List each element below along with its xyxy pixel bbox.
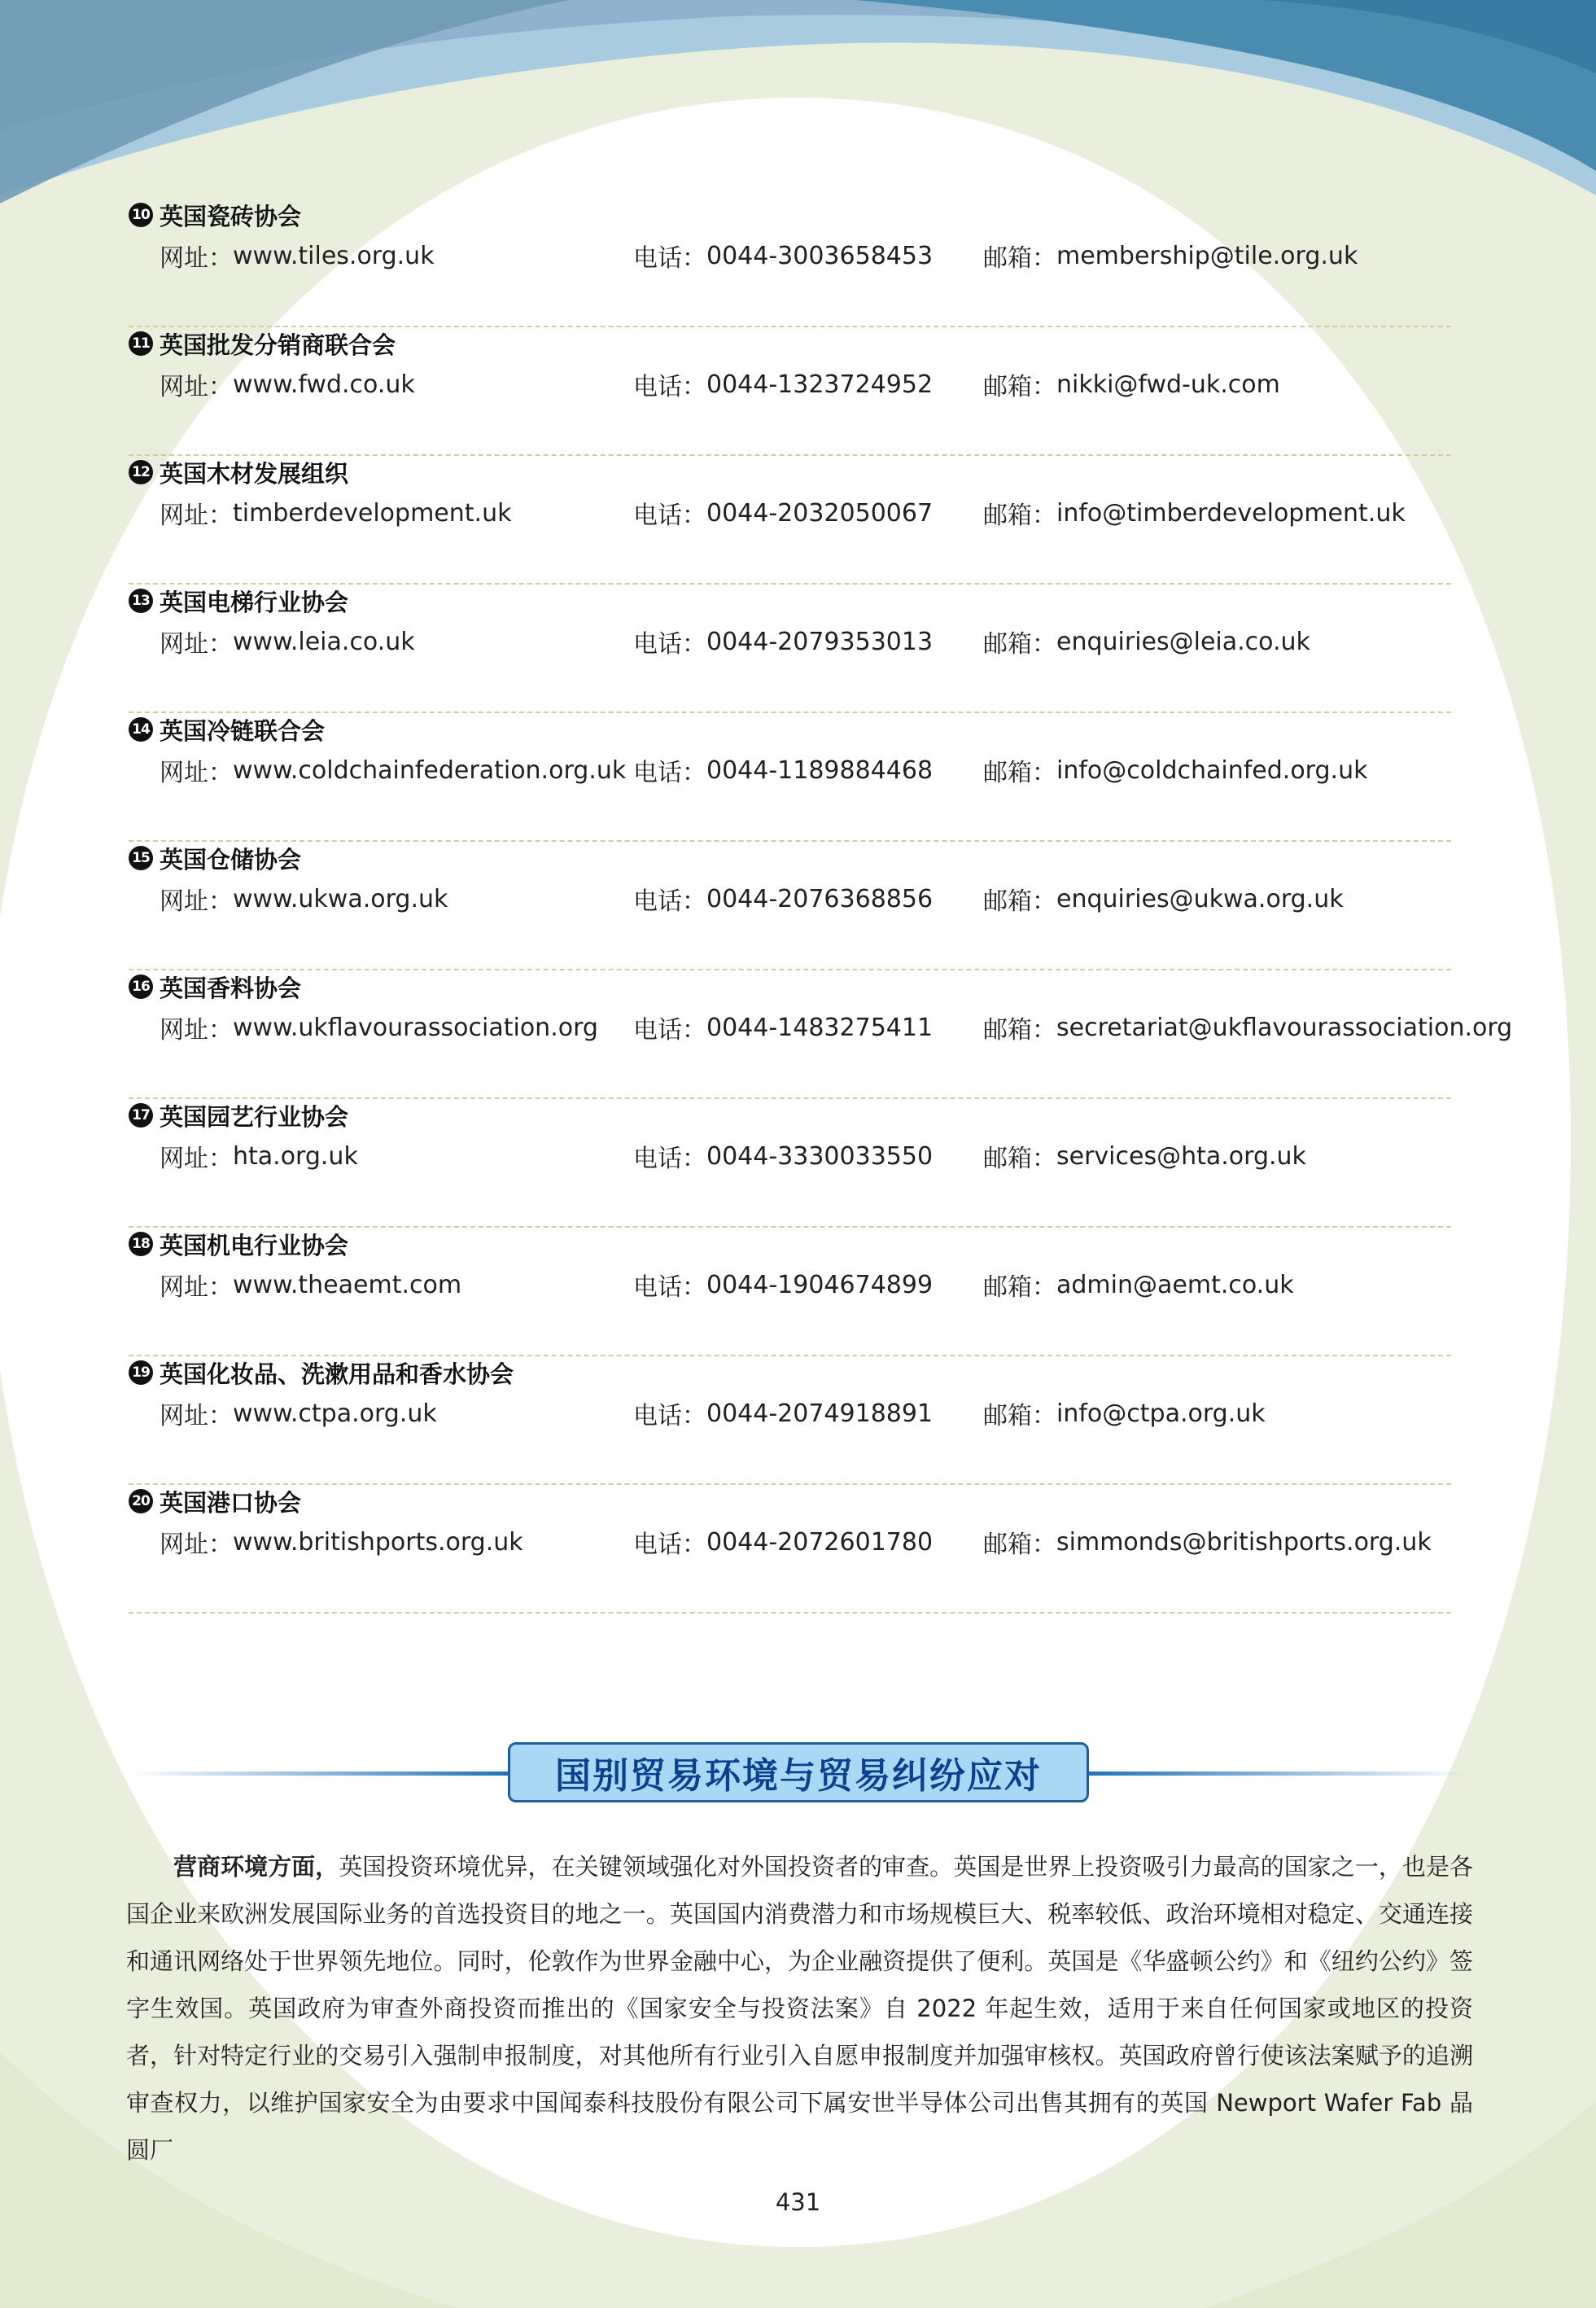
circled-number-badge: 13 [129,589,153,613]
phone-label: 电话： [633,887,706,916]
entry-heading [129,326,396,361]
entry-heading [129,1355,514,1390]
phone-number: 0044-2072601780 [706,1527,934,1557]
association-name: 英国园艺行业协会 [160,1102,349,1131]
email-label: 邮箱： [983,373,1056,401]
email-field [983,881,1344,917]
website-link[interactable]: www.ukflavourassociation.org [233,1013,598,1042]
section-paragraph [126,1843,1473,2174]
phone-field [633,366,933,402]
website-label: 网址： [160,887,233,916]
email-label: 邮箱： [983,501,1056,530]
entry-contact-line [129,1009,1512,1045]
entry-contact-line [129,881,1512,917]
email-link[interactable]: membership@tile.org.uk [1056,241,1358,270]
circled-number-badge: 10 [129,203,153,227]
association-entry-16 [129,969,1513,1099]
association-name: 英国港口协会 [160,1488,302,1517]
title-rule-left [129,1772,508,1776]
website-link[interactable]: www.coldchainfederation.org.uk [233,755,627,785]
association-entry-11 [129,326,1451,456]
association-entry-15 [129,840,1451,970]
circled-number-badge: 14 [129,717,153,742]
entry-contact-line [129,366,1512,402]
email-label: 邮箱： [983,244,1056,273]
email-field [983,238,1358,274]
entry-heading [129,712,325,747]
association-name: 英国冷链联合会 [160,716,326,745]
phone-field [633,1267,933,1303]
email-label: 邮箱： [983,1016,1056,1045]
email-label: 邮箱： [983,759,1056,787]
entry-contact-line [129,624,1512,659]
association-entry-10 [129,197,1451,327]
website-field [160,1267,461,1303]
website-field [160,238,435,274]
website-label: 网址： [160,1145,233,1173]
website-label: 网址： [160,1273,233,1302]
phone-field [633,752,933,788]
email-link[interactable]: info@coldchainfed.org.uk [1056,755,1368,785]
email-field [983,1524,1432,1560]
website-link[interactable]: www.theaemt.com [233,1270,462,1299]
association-name: 英国木材发展组织 [160,459,349,488]
website-label: 网址： [160,1531,233,1559]
website-label: 网址： [160,373,233,401]
circled-number-badge: 18 [129,1232,153,1256]
phone-label: 电话： [633,501,706,530]
paragraph-body: 英国投资环境优异，在关键领域强化对外国投资者的审查。英国是世界上投资吸引力最高的国家之一，也是各国企业来欧洲发展国际业务的首选投资目的地之一。英国国内消费潜力和市场规模巨大、税率较低、政治环境相对稳定、交通连接和通讯网络处于世界领先地位。同时，伦敦作为世界金融中心，为企业融资提供了便利。英国是《华盛顿公约》和《纽约公约》签字生效国。英国政府为审查外商投资而推出的《国家安全与投资法案》自 2022 年起生效，适用于来自任何国家或地区的投资者，针对特定行业的交易引入强制申报制度，对其他所有行业引入自愿申报制度并加强审核权。英国政府曾行使该法案赋予的追溯审查权力，以维护国家安全为由要求中国闻泰科技股份有限公司下属安世半导体公司出售其拥有的英国 Newport Wafer Fab 晶圆厂 [126,1853,1473,2164]
association-name: 英国瓷砖协会 [160,202,302,230]
phone-field [633,881,933,917]
entry-contact-line [129,495,1512,531]
entry-contact-line [129,1524,1512,1560]
association-name: 英国机电行业协会 [160,1231,349,1259]
website-field [160,1138,358,1174]
circled-number-badge: 19 [129,1360,153,1385]
circled-number-badge: 20 [129,1489,153,1513]
entry-contact-line [129,752,1512,788]
phone-number: 0044-2076368856 [706,884,934,913]
email-link[interactable]: enquiries@ukwa.org.uk [1056,884,1344,913]
email-link[interactable]: info@timberdevelopment.uk [1056,498,1406,528]
entry-heading [129,969,301,1005]
website-link[interactable]: hta.org.uk [233,1141,358,1171]
entry-heading [129,1097,348,1133]
section-title-banner [129,1742,1471,1804]
phone-number: 0044-1323724952 [706,370,934,399]
website-link[interactable]: www.fwd.co.uk [233,370,415,399]
entry-heading [129,454,348,490]
email-link[interactable]: simmonds@britishports.org.uk [1056,1527,1432,1557]
phone-label: 电话： [633,373,706,401]
entry-contact-line [129,1267,1512,1303]
email-field [983,366,1280,402]
entry-heading [129,583,348,619]
email-field [983,1395,1266,1431]
website-field [160,881,448,917]
email-field [983,624,1310,659]
website-label: 网址： [160,630,233,659]
phone-number: 0044-3330033550 [706,1141,934,1171]
phone-field [633,1524,933,1560]
phone-field [633,1138,933,1174]
circled-number-badge: 17 [129,1103,153,1128]
phone-number: 0044-3003658453 [706,241,934,270]
email-link[interactable]: secretariat@ukflavourassociation.org [1056,1013,1513,1042]
phone-label: 电话： [633,244,706,273]
association-name: 英国香料协会 [160,974,302,1002]
email-link[interactable]: nikki@fwd-uk.com [1056,370,1280,399]
email-field [983,752,1367,788]
email-link[interactable]: info@ctpa.org.uk [1056,1399,1266,1428]
entry-contact-line [129,238,1512,274]
website-field [160,752,626,788]
association-entry-17 [129,1097,1451,1228]
phone-label: 电话： [633,1016,706,1045]
phone-number: 0044-2074918891 [706,1399,934,1428]
email-label: 邮箱： [983,887,1056,916]
email-label: 邮箱： [983,1402,1056,1430]
website-label: 网址： [160,759,233,787]
website-link[interactable]: www.ukwa.org.uk [233,884,448,913]
association-name: 英国批发分销商联合会 [160,331,396,359]
email-label: 邮箱： [983,1273,1056,1302]
entry-contact-line [129,1138,1512,1174]
entry-heading [129,1483,301,1519]
website-label: 网址： [160,1402,233,1430]
website-label: 网址： [160,501,233,530]
website-field [160,1395,437,1431]
association-entry-18 [129,1226,1451,1356]
website-link[interactable]: www.britishports.org.uk [233,1527,523,1557]
phone-label: 电话： [633,630,706,659]
website-link[interactable]: www.ctpa.org.uk [233,1399,437,1428]
association-name: 英国电梯行业协会 [160,588,349,616]
entry-heading [129,1226,348,1262]
website-field [160,624,415,659]
website-field [160,1009,598,1045]
website-field [160,1524,523,1560]
association-entry-20 [129,1483,1451,1614]
phone-number: 0044-1189884468 [706,755,934,785]
email-field [983,495,1406,531]
email-field [983,1138,1306,1174]
circled-number-badge: 12 [129,460,153,484]
phone-number: 0044-1483275411 [706,1013,934,1042]
circled-number-badge: 16 [129,974,153,999]
association-entry-14 [129,712,1451,842]
email-link[interactable]: admin@aemt.co.uk [1056,1270,1294,1299]
phone-label: 电话： [633,1273,706,1302]
entry-heading [129,197,301,233]
phone-number: 0044-1904674899 [706,1270,934,1299]
website-link[interactable]: www.leia.co.uk [233,627,415,656]
circled-number-badge: 15 [129,846,153,870]
phone-label: 电话： [633,1145,706,1173]
association-entry-19 [129,1355,1451,1485]
phone-field [633,1009,933,1045]
section-title: 国别贸易环境与贸易纠纷应对 [508,1742,1089,1802]
email-label: 邮箱： [983,1531,1056,1559]
email-label: 邮箱： [983,630,1056,659]
phone-number: 0044-2079353013 [706,627,934,656]
website-field [160,366,415,402]
entry-heading [129,840,301,876]
phone-field [633,1395,933,1431]
email-field [983,1267,1294,1303]
phone-label: 电话： [633,1402,706,1430]
circled-number-badge: 11 [129,331,153,356]
phone-field [633,624,933,659]
association-name: 英国仓储协会 [160,845,302,874]
website-link[interactable]: www.tiles.org.uk [233,241,435,270]
association-name: 英国化妆品、洗漱用品和香水协会 [160,1360,514,1388]
email-field [983,1009,1512,1045]
email-link[interactable]: services@hta.org.uk [1056,1141,1306,1171]
title-rule-right [1089,1772,1471,1776]
website-link[interactable]: timberdevelopment.uk [233,498,512,528]
association-entry-13 [129,583,1451,713]
page-number: 431 [775,2188,821,2216]
phone-label: 电话： [633,759,706,787]
phone-number: 0044-2032050067 [706,498,934,528]
paragraph-lead: 营商环境方面， [173,1853,339,1881]
website-label: 网址： [160,244,233,273]
website-field [160,495,511,531]
email-label: 邮箱： [983,1145,1056,1173]
phone-field [633,495,933,531]
email-link[interactable]: enquiries@leia.co.uk [1056,627,1310,656]
website-label: 网址： [160,1016,233,1045]
entry-contact-line [129,1395,1512,1431]
association-entry-12 [129,454,1451,585]
phone-field [633,238,933,274]
phone-label: 电话： [633,1531,706,1559]
